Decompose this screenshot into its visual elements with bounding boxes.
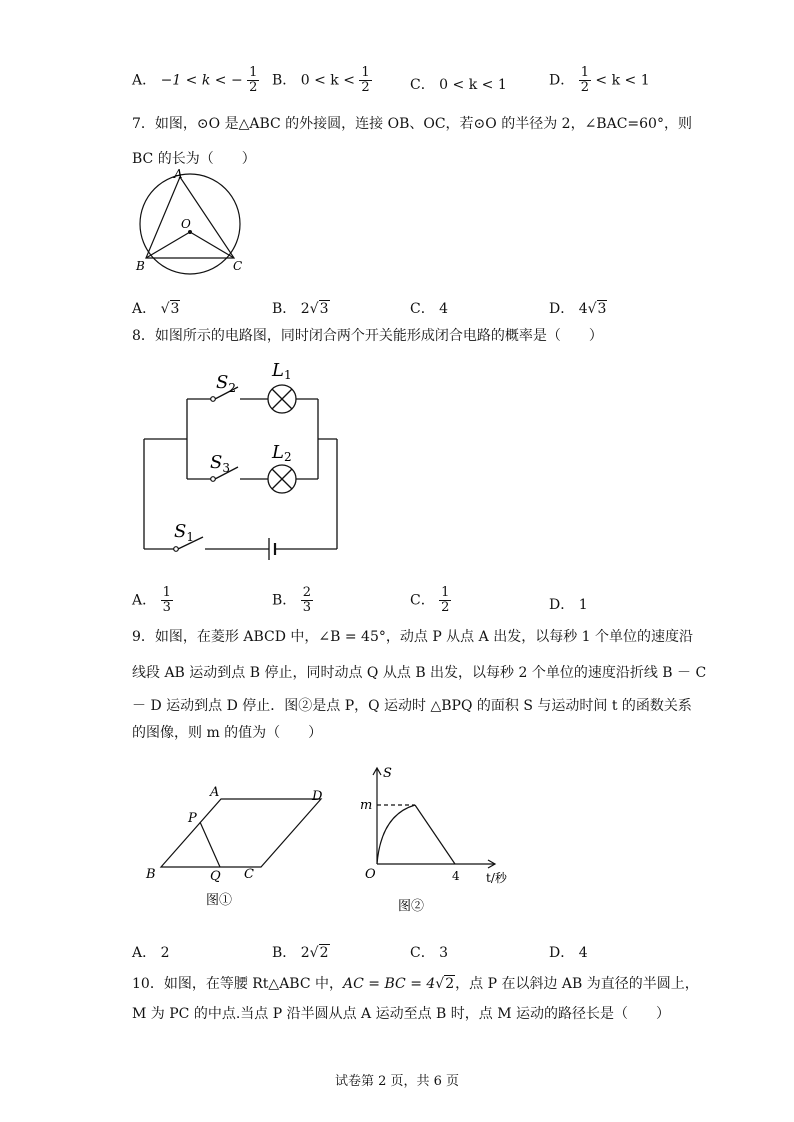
q7-a-radicand: 3	[170, 301, 180, 317]
q8-d-value: 1	[578, 597, 588, 613]
q8-d-label: D．	[549, 597, 575, 613]
label-b: B	[146, 867, 156, 882]
q9-rhombus-figure	[140, 780, 340, 915]
q8-option-b	[272, 586, 313, 615]
q8-circuit-figure	[132, 356, 362, 562]
q9-d-value: 4	[578, 945, 588, 961]
q9-b-sqrt: √2	[309, 945, 329, 961]
q9-option-b	[272, 942, 330, 962]
q6-d-fraction	[579, 66, 591, 95]
q8-a-den: 3	[162, 600, 171, 615]
q7-option-a	[132, 298, 180, 318]
q10-line1-expr: AC = BC = 4	[343, 976, 436, 992]
q7-b-label: B．	[272, 301, 297, 317]
label-m: m	[360, 798, 373, 813]
q6-b-label: B．	[272, 72, 297, 89]
label-l1-sub: 1	[283, 368, 292, 382]
q7-stem-line1: 7．如图，⊙O 是△ABC 的外接圆，连接 OB、OC，若⊙O 的半径为 2，∠BAC=60°，则	[132, 116, 692, 132]
q9-option-a	[132, 942, 170, 962]
q9-b-radicand: 2	[319, 945, 329, 961]
label-c: C	[233, 259, 243, 273]
segment-pq	[200, 822, 220, 867]
q8-c-label: C．	[410, 592, 435, 609]
segment-oc	[190, 232, 234, 258]
label-a: A	[174, 168, 183, 181]
q9-d-label: D．	[549, 945, 575, 961]
q6-d-num: 1	[580, 65, 589, 80]
q8-a-label: A．	[132, 592, 157, 609]
label-s3	[210, 452, 230, 475]
q9-stem-line4: 的图像，则 m 的值为（ ）	[132, 725, 323, 741]
q9-b-coef: 2	[300, 945, 310, 961]
q9-a-label: A．	[132, 945, 157, 961]
q9-b-label: B．	[272, 945, 297, 961]
label-o: O	[365, 867, 376, 882]
label-l2	[271, 442, 292, 464]
label-o: O	[181, 217, 191, 231]
q6-option-d	[549, 66, 650, 95]
label-s2-main: S	[216, 372, 229, 393]
label-c: C	[244, 867, 254, 882]
q7-b-coef: 2	[300, 301, 310, 317]
label-l2-sub: 2	[283, 450, 292, 464]
q8-b-den: 3	[302, 600, 312, 615]
figure1-caption: 图①	[206, 893, 233, 908]
label-l1-main: L	[272, 360, 284, 381]
q7-option-b	[272, 298, 330, 318]
label-s1-main: S	[174, 521, 187, 542]
q7-d-coef: 4	[578, 301, 588, 317]
label-s1-sub: 1	[186, 530, 194, 544]
q6-option-a	[132, 66, 259, 95]
s3-terminal	[211, 477, 216, 482]
label-p: P	[188, 811, 197, 826]
q8-a-num: 1	[162, 585, 171, 600]
q9-stem-line1: 9．如图，在菱形 ABCD 中，∠B = 45°，动点 P 从点 A 出发，以每秒 1 个单位的速度沿	[132, 629, 694, 645]
label-s1	[174, 521, 194, 544]
curve-rising	[377, 805, 415, 864]
q8-option-a	[132, 586, 173, 615]
q7-stem-line2: BC 的长为（ ）	[132, 151, 256, 167]
label-4: 4	[452, 869, 460, 883]
q7-b-sqrt: √3	[309, 301, 329, 317]
label-s2-sub: 2	[228, 381, 236, 395]
q10-line1-radicand: 2	[445, 976, 455, 992]
q10-line1-sqrt: √2	[435, 976, 455, 992]
rhombus-abcd	[161, 799, 321, 867]
q7-d-sqrt: √3	[587, 301, 607, 317]
q8-c-num: 1	[441, 585, 450, 600]
label-s2	[216, 372, 236, 395]
q9-stem-line3: － D 运动到点 D 停止．图②是点 P，Q 运动时 △BPQ 的面积 S 与运动时间 t 的函数关系	[132, 698, 692, 714]
label-l1	[271, 360, 292, 382]
q6-option-b	[272, 66, 372, 95]
q9-graph-figure	[355, 760, 515, 920]
q8-stem: 8．如图所示的电路图，同时闭合两个开关能形成闭合电路的概率是（ ）	[132, 328, 603, 344]
q7-option-d	[549, 298, 607, 318]
q7-a-label: A．	[132, 301, 157, 317]
q9-a-value: 2	[160, 945, 170, 961]
q6-c-label: C．	[410, 77, 435, 93]
q7-a-sqrt: √3	[160, 301, 180, 317]
q6-d-expr: < k < 1	[595, 72, 650, 89]
figure2-caption: 图②	[398, 899, 425, 914]
q6-b-num: 1	[361, 65, 370, 80]
s2-terminal	[211, 397, 216, 402]
q9-stem-line2: 线段 AB 运动到点 B 停止，同时动点 Q 从点 B 出发，以每秒 2 个单位的速度沿折线 B － C	[132, 665, 707, 681]
q8-option-c	[410, 586, 451, 615]
q6-b-expr: 0 < k <	[300, 72, 355, 89]
q10-line1-start: 10．如图，在等腰 Rt△ABC 中，	[132, 976, 344, 992]
q8-c-fraction	[439, 586, 451, 615]
q9-c-label: C．	[410, 945, 435, 961]
q7-c-label: C．	[410, 301, 435, 317]
q8-a-fraction	[161, 586, 173, 615]
q7-c-value: 4	[439, 301, 449, 317]
q8-b-label: B．	[272, 592, 297, 609]
segment-falling	[415, 805, 455, 864]
s1-terminal	[174, 547, 179, 552]
q6-option-c	[410, 74, 507, 94]
label-d: D	[312, 789, 323, 804]
q7-circle-figure	[132, 168, 262, 280]
q8-b-fraction	[301, 586, 313, 615]
q6-d-label: D．	[549, 72, 575, 89]
q6-a-fraction	[247, 66, 259, 95]
q9-option-c	[410, 942, 448, 962]
q10-line1-end: ，点 P 在以斜边 AB 为直径的半圆上，	[455, 976, 699, 992]
q10-stem-line2: M 为 PC 的中点.当点 P 沿半圆从点 A 运动至点 B 时，点 M 运动的路径长是（ ）	[132, 1006, 671, 1022]
q6-a-expr: −1 < k < −	[160, 72, 243, 89]
q6-c-expr: 0 < k < 1	[439, 77, 507, 93]
q7-d-radicand: 3	[597, 301, 607, 317]
q9-c-value: 3	[439, 945, 449, 961]
q6-b-den: 2	[361, 80, 370, 95]
q9-option-d	[549, 942, 588, 962]
label-s: S	[383, 766, 392, 781]
q10-stem-line1	[132, 975, 699, 993]
q6-a-num: 1	[249, 65, 258, 80]
q8-b-num: 2	[302, 585, 312, 600]
q6-a-den: 2	[249, 80, 258, 95]
segment-ob	[146, 232, 190, 258]
q8-c-den: 2	[441, 600, 450, 615]
label-l2-main: L	[272, 442, 284, 463]
q6-b-fraction	[359, 66, 371, 95]
q7-d-label: D．	[549, 301, 575, 317]
q6-a-label: A．	[132, 72, 157, 89]
label-b: B	[136, 259, 145, 273]
label-q: Q	[210, 869, 221, 884]
q7-b-radicand: 3	[319, 301, 329, 317]
q7-option-c	[410, 298, 448, 318]
q8-option-d	[549, 594, 588, 614]
label-a: A	[210, 785, 220, 800]
page-footer: 试卷第 2 页，共 6 页	[334, 1074, 460, 1089]
label-s3-sub: 3	[222, 461, 230, 475]
label-t-seconds: t/秒	[486, 871, 507, 885]
label-s3-main: S	[210, 452, 223, 473]
q6-d-den: 2	[580, 80, 589, 95]
